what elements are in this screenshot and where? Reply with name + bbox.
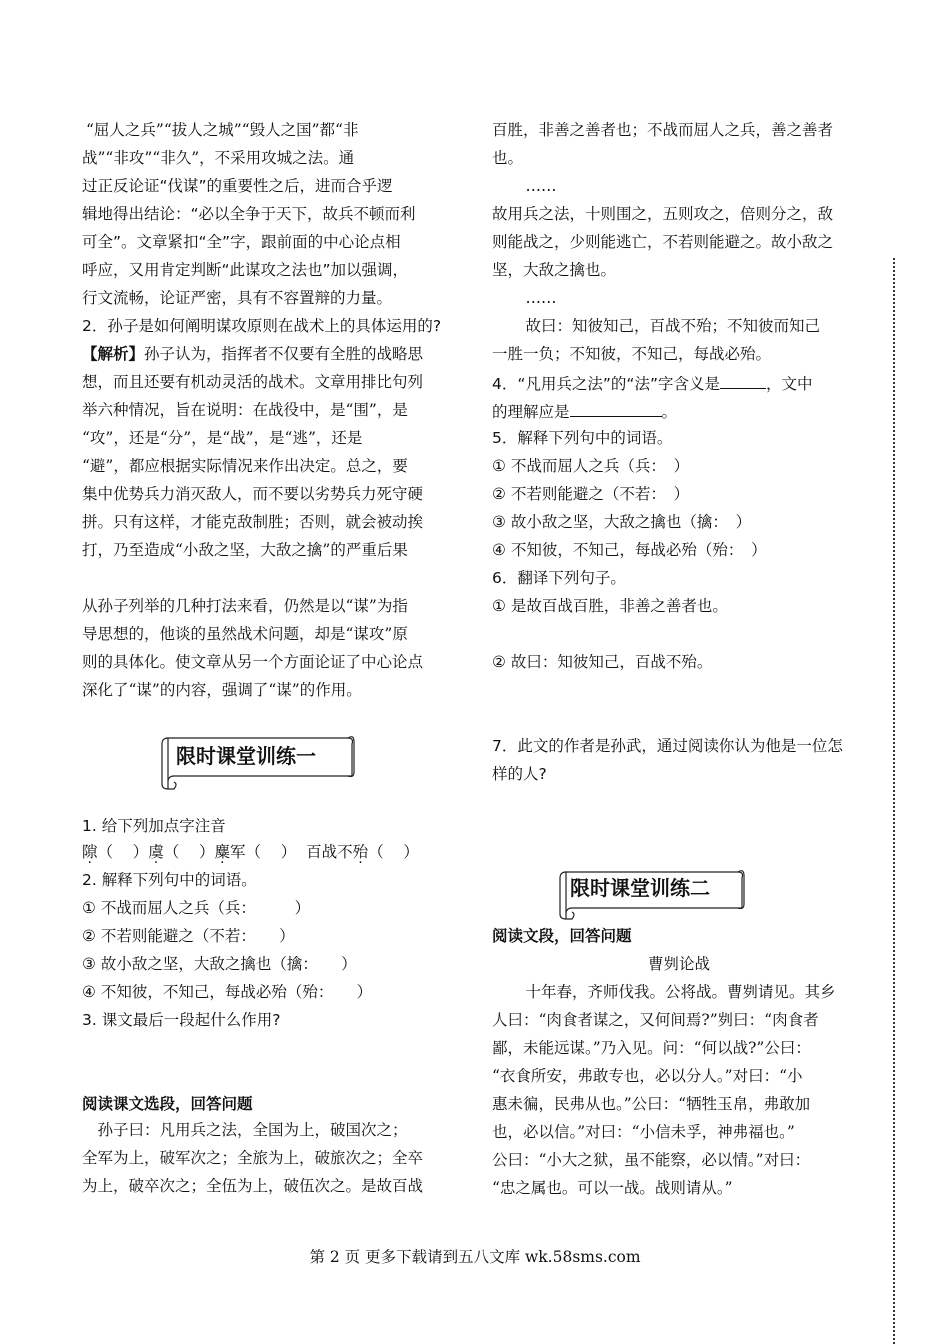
passage-line: …… — [510, 289, 557, 307]
analysis-line: 拼。只有这样，才能克敌制胜；否则，就会被动挨 — [82, 513, 424, 531]
exercise-1-chars — [82, 842, 419, 862]
reading-2-line: 十年春，齐师伐我。公将战。曹刿请见。其乡 — [510, 983, 836, 1001]
question-6-item: ① 是故百战百胜，非善之善者也。 — [492, 597, 728, 615]
paren: （ — [163, 843, 180, 861]
question-6: 6．翻译下列句子。 — [492, 569, 626, 587]
exercise-2-title: 2. 解释下列句中的词语。 — [82, 871, 257, 889]
analysis-tag: 【解析】 — [82, 345, 145, 363]
analysis-line: 想，而且还要有机动灵活的战术。文章用排比句列 — [82, 373, 424, 391]
reading-line: 全军为上，破军次之；全旅为上，破旅次之；全卒 — [82, 1149, 424, 1167]
question-7: 样的人? — [492, 765, 547, 783]
reading-2-title: 阅读文段，回答问题 — [492, 927, 632, 945]
margin-dotted-line — [893, 258, 895, 1344]
question-5-item: ④ 不知彼，不知己，每战必殆（殆： ） — [492, 541, 767, 559]
analysis-line: 战”“非攻”“非久”，不采用攻城之法。通 — [82, 149, 355, 167]
answer-blank[interactable] — [570, 400, 662, 417]
reading-2-line: 惠未徧，民弗从也。”公曰：“牺牲玉帛，弗敢加 — [492, 1095, 811, 1113]
dotted-char: 虞 — [148, 843, 164, 861]
paragraph-line: 深化了“谋”的内容，强调了“谋”的作用。 — [82, 681, 362, 699]
analysis-line: 行文流畅，论证严密，具有不容置辩的力量。 — [82, 289, 393, 307]
reading-line: 为上，破卒次之；全伍为上，破伍次之。是故百战 — [82, 1177, 424, 1195]
banner-title: 限时课堂训练一 — [176, 744, 316, 768]
question-4-text: ，文中 — [765, 375, 813, 393]
exercise-2-item: ③ 故小敌之坚，大敌之擒也（擒： ） — [82, 955, 357, 973]
question-4-text: 。 — [661, 403, 678, 421]
analysis-line: 过正反论证“伐谋”的重要性之后，进而合乎逻 — [82, 177, 393, 195]
question-4-cont — [492, 400, 677, 422]
reading-line: 孙子曰：凡用兵之法，全国为上，破国次之； — [82, 1121, 408, 1139]
analysis-line: 举六种情况，旨在说明：在战役中，是“围”，是 — [82, 401, 408, 419]
analysis-line: 呼应，又用肯定判断“此谋攻之法也”加以强调， — [82, 261, 409, 279]
exercise-2-item: ④ 不知彼，不知己，每战必殆（殆： ） — [82, 983, 373, 1001]
section-banner-2 — [558, 866, 746, 920]
question-5: 5．解释下列句中的词语。 — [492, 429, 673, 447]
analysis-line: 辑地得出结论：“必以全争于天下，故兵不顿而利 — [82, 205, 416, 223]
question-7: 7．此文的作者是孙武，通过阅读你认为他是一位怎 — [492, 737, 843, 755]
answer-blank[interactable] — [720, 372, 766, 389]
question-5-item: ③ 故小敌之坚，大敌之擒也（擒： ） — [492, 513, 752, 531]
paragraph-line: 导思想的，他谈的虽然战术问题，却是“谋攻”原 — [82, 625, 408, 643]
question-4-text: 的理解应是 — [492, 403, 570, 421]
analysis-line: 打，乃至造成“小敌之坚，大敌之擒”的严重后果 — [82, 541, 408, 559]
question-4-text: 4．“凡用兵之法”的“法”字含义是 — [492, 375, 720, 393]
exercise-1-title: 1. 给下列加点字注音 — [82, 817, 226, 835]
reading-2-line: “衣食所安，弗敢专也，必以分人。”对曰：“小 — [492, 1067, 803, 1085]
dotted-char: 隙 — [82, 843, 98, 861]
page-footer: 第 2 页 更多下载请到五八文库 wk.58sms.com — [309, 1248, 641, 1266]
passage-line: …… — [510, 177, 557, 195]
reading-2-line: 公曰：“小大之狱，虽不能察，必以情。”对曰： — [492, 1151, 811, 1169]
passage-line: 则能战之，少则能逃亡，不若则能避之。故小敌之 — [492, 233, 834, 251]
banner-title: 限时课堂训练二 — [570, 876, 710, 900]
analysis-first-line: 孙子认为，指挥者不仅要有全胜的战略思 — [144, 345, 424, 363]
analysis-line: “避”，都应根据实际情况来作出决定。总之，要 — [82, 457, 408, 475]
question-2-analysis — [82, 344, 423, 364]
reading-title: 阅读课文选段，回答问题 — [82, 1095, 253, 1113]
paren: ） — [199, 843, 215, 861]
reading-2-line: 人曰：“肉食者谋之，又何间焉?”刿曰：“肉食者 — [492, 1011, 819, 1029]
dotted-char: 殆 — [352, 843, 369, 861]
analysis-line: 可全”。文章紧扣“全”字，跟前面的中心论点相 — [82, 233, 401, 251]
paren: （ — [97, 843, 114, 861]
passage-line: 也。 — [492, 149, 524, 167]
analysis-line: “屈人之兵”“拔人之城”“毁人之国”都“非 — [86, 121, 359, 139]
analysis-line: 集中优势兵力消灭敌人，而不要以劣势兵力死守硬 — [82, 485, 424, 503]
paragraph-line: 从孙子列举的几种打法来看，仍然是以“谋”为指 — [82, 597, 408, 615]
reading-2-line: 也，必以信。”对曰：“小信未孚，神弗福也。” — [492, 1123, 795, 1141]
text: 百战不 — [306, 843, 353, 861]
analysis-line: “攻”，还是“分”，是“战”，是“逃”，还是 — [82, 429, 363, 447]
question-4 — [492, 372, 813, 394]
paren: ） — [280, 843, 297, 861]
question-5-item: ② 不若则能避之（不若： ） — [492, 485, 690, 503]
exercise-2-item: ① 不战而屈人之兵（兵： ） — [82, 899, 311, 917]
paragraph-line: 则的具体化。使文章从另一个方面论证了中心论点 — [82, 653, 424, 671]
question-6-item: ② 故曰：知彼知己，百战不殆。 — [492, 653, 713, 671]
paren: ） — [132, 843, 149, 861]
passage-line: 百胜，非善之善者也；不战而屈人之兵，善之善者 — [492, 121, 834, 139]
reading-2-heading: 曹刿论战 — [648, 955, 711, 973]
question-5-item: ① 不战而屈人之兵（兵： ） — [492, 457, 690, 475]
passage-line: 坚，大敌之擒也。 — [492, 261, 617, 279]
paren: ） — [403, 843, 419, 861]
text: 军（ — [230, 843, 262, 861]
exercise-2-item: ② 不若则能避之（不若： ） — [82, 927, 295, 945]
paren: （ — [368, 843, 384, 861]
section-banner-1 — [160, 732, 356, 790]
passage-line: 故用兵之法，十则围之，五则攻之，倍则分之，敌 — [492, 205, 834, 223]
passage-line: 故曰：知彼知己，百战不殆；不知彼而知己 — [510, 317, 821, 335]
reading-2-line: “忠之属也。可以一战。战则请从。” — [492, 1179, 733, 1197]
exercise-3: 3. 课文最后一段起什么作用? — [82, 1011, 281, 1029]
question-2: 2．孙子是如何阐明谋攻原则在战术上的具体运用的? — [82, 317, 442, 335]
dotted-char: 麋 — [214, 843, 231, 861]
reading-2-line: 鄙，未能远谋。”乃入见。问：“何以战?”公曰： — [492, 1039, 811, 1057]
passage-line: 一胜一负；不知彼，不知己，每战必殆。 — [492, 345, 772, 363]
